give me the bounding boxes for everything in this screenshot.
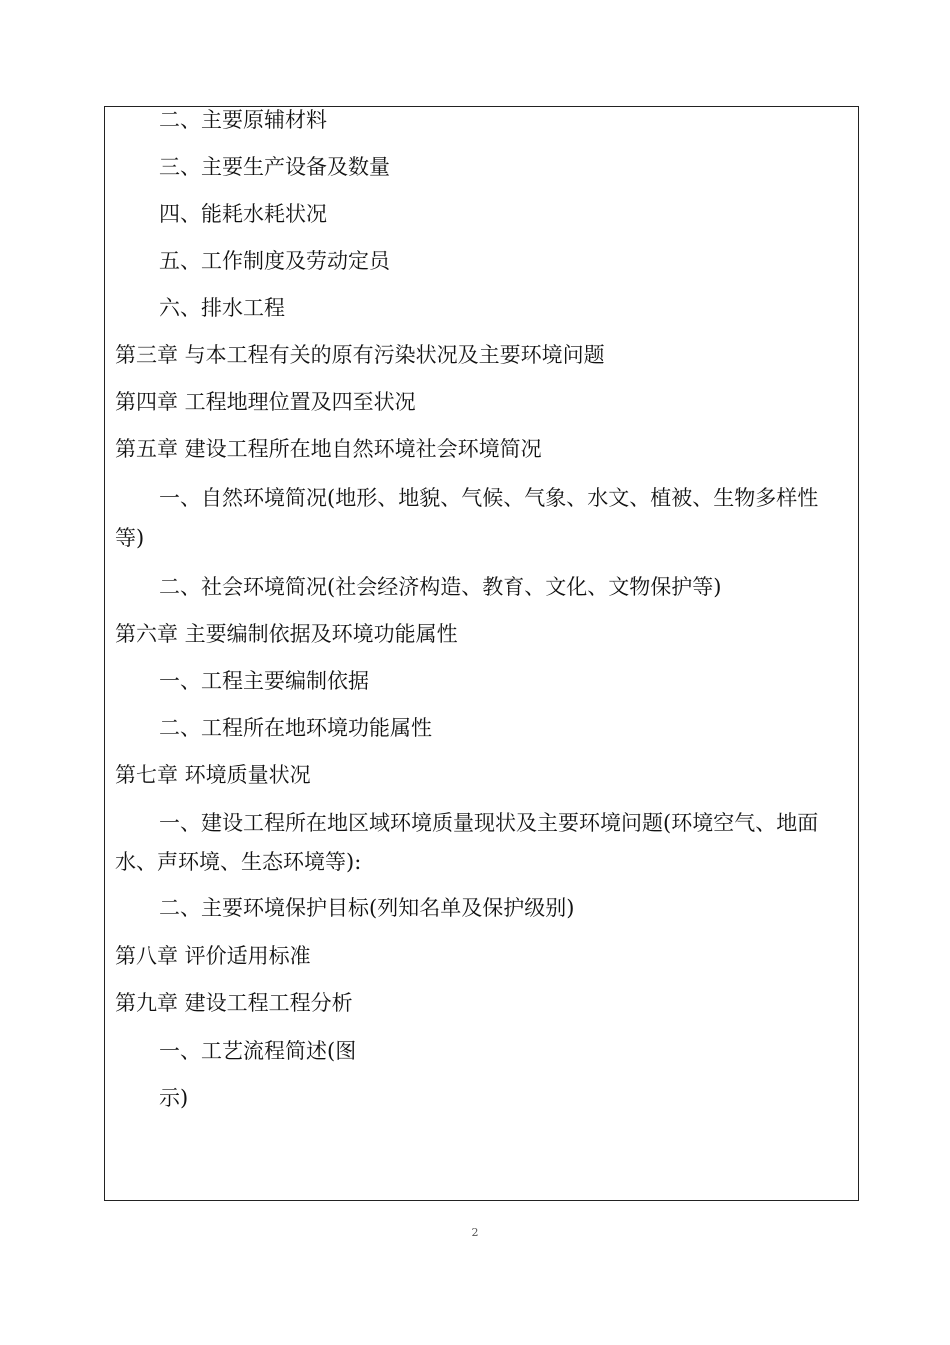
toc-line: 二、主要原辅材料 <box>159 108 327 132</box>
chapter-heading: 第四章 工程地理位置及四至状况 <box>115 390 416 414</box>
toc-line: 二、社会环境简况(社会经济构造、教育、文化、文物保护等) <box>159 575 722 599</box>
chapter-heading: 第七章 环境质量状况 <box>115 763 311 787</box>
toc-line: 二、工程所在地环境功能属性 <box>159 716 432 740</box>
chapter-heading: 第九章 建设工程工程分析 <box>115 991 353 1015</box>
toc-line: 一、建设工程所在地区域环境质量现状及主要环境问题(环境空气、地面 <box>159 811 819 835</box>
toc-line: 一、工程主要编制依据 <box>159 669 369 693</box>
page-number: 2 <box>471 1226 479 1239</box>
toc-line: 一、工艺流程简述(图 <box>159 1039 357 1063</box>
toc-line: 五、工作制度及劳动定员 <box>159 249 390 273</box>
toc-line: 六、排水工程 <box>159 296 285 320</box>
toc-line: 三、主要生产设备及数量 <box>159 155 390 179</box>
toc-line: 示) <box>159 1086 189 1110</box>
toc-line: 二、主要环境保护目标(列知名单及保护级别) <box>159 896 575 920</box>
chapter-heading: 第八章 评价适用标准 <box>115 944 311 968</box>
toc-line-continuation: 等) <box>115 526 145 550</box>
chapter-heading: 第五章 建设工程所在地自然环境社会环境简况 <box>115 437 542 461</box>
chapter-heading: 第三章 与本工程有关的原有污染状况及主要环境问题 <box>115 343 605 367</box>
document-frame <box>104 106 859 1201</box>
toc-line: 一、自然环境简况(地形、地貌、气候、气象、水文、植被、生物多样性 <box>159 486 819 510</box>
chapter-heading: 第六章 主要编制依据及环境功能属性 <box>115 622 458 646</box>
toc-line: 四、能耗水耗状况 <box>159 202 327 226</box>
toc-line-continuation: 水、声环境、生态环境等): <box>115 850 362 874</box>
